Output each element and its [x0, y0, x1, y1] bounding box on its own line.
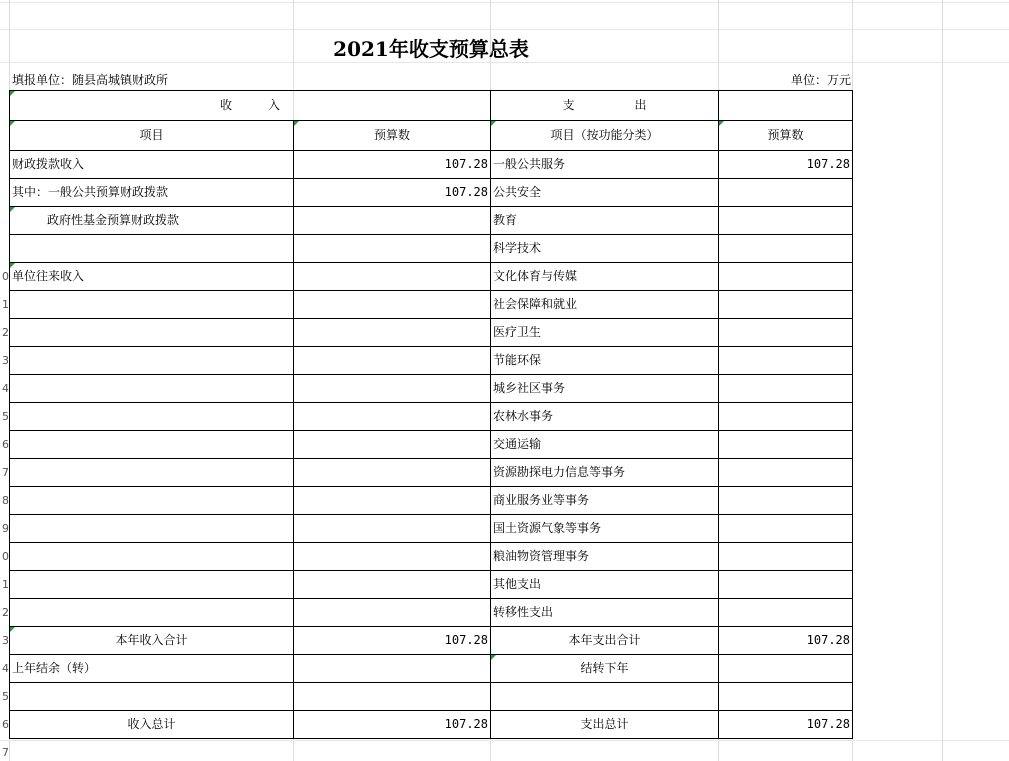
year-expense-total-label[interactable]: 本年支出合计 — [491, 627, 719, 655]
income-value-cell[interactable] — [294, 319, 491, 347]
income-budget-header[interactable]: 预算数 — [294, 121, 491, 151]
income-grand-total-value[interactable]: 107.28 — [294, 711, 491, 739]
income-item-cell[interactable] — [10, 571, 294, 599]
row-number[interactable]: 8 — [2, 494, 9, 507]
expense-value-cell[interactable]: 107.28 — [719, 151, 853, 179]
expense-value-cell[interactable] — [719, 291, 853, 319]
table-row — [10, 515, 853, 543]
income-value-cell[interactable] — [294, 207, 491, 235]
expense-value-cell[interactable] — [719, 543, 853, 571]
income-value-cell[interactable] — [294, 599, 491, 627]
row-number[interactable]: 0 — [2, 550, 9, 563]
expense-value-cell[interactable] — [719, 431, 853, 459]
expense-item-cell[interactable]: 科学技术 — [491, 235, 719, 263]
year-expense-total-value[interactable]: 107.28 — [719, 627, 853, 655]
income-value-cell[interactable] — [294, 487, 491, 515]
expense-section-header[interactable]: 支 出 — [491, 91, 719, 121]
income-value-cell[interactable] — [294, 291, 491, 319]
income-value-cell[interactable]: 107.28 — [294, 151, 491, 179]
expense-value-cell[interactable] — [719, 515, 853, 543]
table-row — [10, 599, 853, 627]
income-item-cell[interactable]: 其中：一般公共预算财政拨款 — [10, 179, 294, 207]
income-value-cell[interactable] — [294, 431, 491, 459]
expense-item-cell[interactable]: 商业服务业等事务 — [491, 487, 719, 515]
expense-item-cell[interactable]: 社会保障和就业 — [491, 291, 719, 319]
expense-value-cell[interactable] — [719, 375, 853, 403]
expense-item-cell[interactable]: 医疗卫生 — [491, 319, 719, 347]
table-row — [10, 403, 853, 431]
income-item-cell[interactable] — [10, 347, 294, 375]
income-value-cell[interactable] — [294, 515, 491, 543]
section-header-row — [10, 91, 853, 121]
column-header-row — [10, 121, 853, 151]
expense-value-cell[interactable] — [719, 599, 853, 627]
expense-item-cell[interactable]: 国土资源气象等事务 — [491, 515, 719, 543]
income-item-cell[interactable] — [10, 459, 294, 487]
income-grand-total-label[interactable]: 收入总计 — [10, 711, 294, 739]
income-section-header[interactable]: 收 入 — [10, 91, 491, 121]
row-number[interactable]: 7 — [2, 746, 9, 759]
income-item-cell[interactable]: 单位往来收入 — [10, 263, 294, 291]
expense-value-cell[interactable] — [719, 207, 853, 235]
income-item-header[interactable]: 项目 — [10, 121, 294, 151]
row-number[interactable]: 7 — [2, 466, 9, 479]
prev-year-balance-label[interactable]: 上年结余（转） — [10, 655, 294, 683]
table-row — [10, 571, 853, 599]
income-item-cell[interactable] — [10, 375, 294, 403]
table-row — [10, 179, 853, 207]
income-value-cell[interactable] — [294, 263, 491, 291]
cell[interactable] — [719, 683, 853, 711]
expense-grand-total-value[interactable]: 107.28 — [719, 711, 853, 739]
carry-forward-value[interactable] — [719, 655, 853, 683]
carry-forward-label[interactable]: 结转下年 — [491, 655, 719, 683]
table-row — [10, 487, 853, 515]
year-total-row — [10, 627, 853, 655]
income-item-cell[interactable] — [10, 515, 294, 543]
expense-item-cell[interactable]: 文化体育与传媒 — [491, 263, 719, 291]
expense-item-cell[interactable]: 农林水事务 — [491, 403, 719, 431]
income-item-cell[interactable] — [10, 487, 294, 515]
table-row — [10, 235, 853, 263]
income-item-cell[interactable] — [10, 291, 294, 319]
table-row — [10, 151, 853, 179]
expense-item-cell[interactable]: 转移性支出 — [491, 599, 719, 627]
income-value-cell[interactable] — [294, 459, 491, 487]
cell[interactable] — [294, 683, 491, 711]
expense-item-header[interactable]: 项目（按功能分类） — [491, 121, 719, 151]
row-number[interactable]: 5 — [2, 410, 9, 423]
income-item-cell[interactable]: 政府性基金预算财政拨款 — [10, 207, 294, 235]
expense-value-cell[interactable] — [719, 263, 853, 291]
income-value-cell[interactable] — [294, 347, 491, 375]
table-row — [10, 459, 853, 487]
income-item-cell[interactable] — [10, 403, 294, 431]
row-number[interactable]: 5 — [2, 690, 9, 703]
expense-budget-header[interactable]: 预算数 — [719, 121, 853, 151]
table-row — [10, 207, 853, 235]
income-value-cell[interactable] — [294, 375, 491, 403]
year-income-total-label[interactable]: 本年收入合计 — [10, 627, 294, 655]
expense-item-cell[interactable]: 资源勘探电力信息等事务 — [491, 459, 719, 487]
cell[interactable] — [491, 683, 719, 711]
reporting-unit[interactable]: 填报单位：随县高城镇财政所 — [12, 73, 169, 87]
row-number[interactable]: 3 — [2, 634, 9, 647]
table-row — [10, 431, 853, 459]
budget-table — [9, 90, 853, 739]
balance-row — [10, 655, 853, 683]
grand-total-row — [10, 711, 853, 739]
currency-unit[interactable]: 单位：万元 — [790, 73, 851, 87]
income-item-cell[interactable] — [10, 599, 294, 627]
expense-value-cell[interactable] — [719, 571, 853, 599]
expense-item-cell[interactable]: 教育 — [491, 207, 719, 235]
expense-item-cell[interactable]: 其他支出 — [491, 571, 719, 599]
expense-value-cell[interactable] — [719, 459, 853, 487]
table-row — [10, 291, 853, 319]
row-number[interactable]: 4 — [2, 662, 9, 675]
table-row — [10, 683, 853, 711]
row-number[interactable]: 3 — [2, 354, 9, 367]
income-item-cell[interactable] — [10, 543, 294, 571]
table-row — [10, 543, 853, 571]
expense-item-cell[interactable]: 一般公共服务 — [491, 151, 719, 179]
expense-item-cell[interactable]: 粮油物资管理事务 — [491, 543, 719, 571]
income-item-cell[interactable] — [10, 235, 294, 263]
row-number[interactable]: 1 — [2, 298, 9, 311]
expense-value-cell[interactable] — [719, 235, 853, 263]
row-number[interactable]: 4 — [2, 382, 9, 395]
table-row — [10, 263, 853, 291]
row-number[interactable]: 6 — [2, 438, 9, 451]
row-number[interactable]: 2 — [2, 326, 9, 339]
table-row — [10, 347, 853, 375]
expense-value-cell[interactable] — [719, 179, 853, 207]
row-number[interactable]: 1 — [2, 578, 9, 591]
income-value-cell[interactable] — [294, 235, 491, 263]
expense-value-cell[interactable] — [719, 487, 853, 515]
cell[interactable] — [10, 683, 294, 711]
expense-value-cell[interactable] — [719, 403, 853, 431]
expense-value-cell[interactable] — [719, 319, 853, 347]
year-income-total-value[interactable]: 107.28 — [294, 627, 491, 655]
page-title[interactable]: 2021年收支预算总表 — [333, 37, 529, 61]
row-number[interactable]: 9 — [2, 522, 9, 535]
expense-grand-total-label[interactable]: 支出总计 — [491, 711, 719, 739]
income-item-cell[interactable] — [10, 319, 294, 347]
prev-year-balance-value[interactable] — [294, 655, 491, 683]
income-value-cell[interactable] — [294, 403, 491, 431]
expense-item-cell[interactable]: 城乡社区事务 — [491, 375, 719, 403]
income-item-cell[interactable]: 财政拨款收入 — [10, 151, 294, 179]
cell[interactable] — [719, 91, 853, 121]
row-number[interactable]: 2 — [2, 606, 9, 619]
income-item-cell[interactable] — [10, 431, 294, 459]
income-value-cell[interactable] — [294, 543, 491, 571]
expense-item-cell[interactable]: 公共安全 — [491, 179, 719, 207]
expense-value-cell[interactable] — [719, 347, 853, 375]
income-value-cell[interactable] — [294, 571, 491, 599]
income-value-cell[interactable]: 107.28 — [294, 179, 491, 207]
expense-item-cell[interactable]: 交通运输 — [491, 431, 719, 459]
row-number[interactable]: 6 — [2, 718, 9, 731]
expense-item-cell[interactable]: 节能环保 — [491, 347, 719, 375]
table-row — [10, 375, 853, 403]
table-row — [10, 319, 853, 347]
row-number[interactable]: 0 — [2, 270, 9, 283]
